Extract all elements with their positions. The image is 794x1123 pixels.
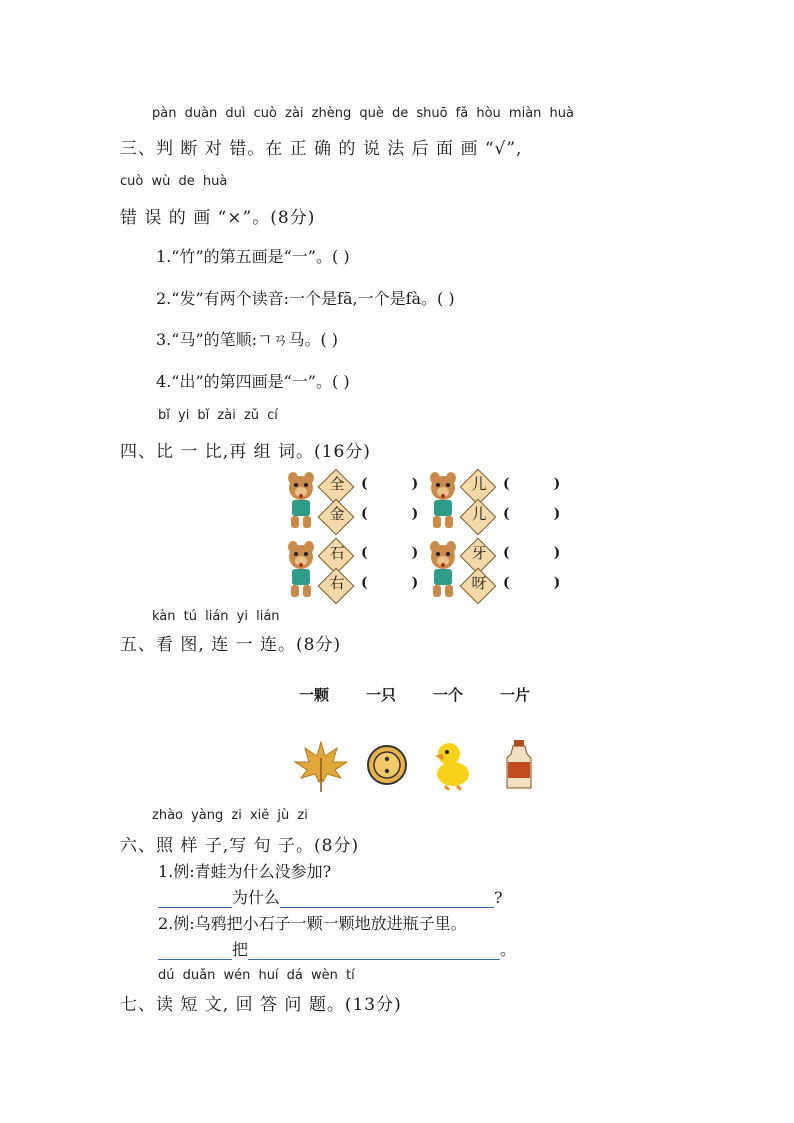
- section4-pinyin: bǐ yi bǐ zài zǔ cí: [158, 408, 278, 423]
- sentence-line-2: [158, 937, 516, 960]
- judge-item-2: 2.“发”有两个读音:一个是fā,一个是fà。( ): [156, 289, 455, 308]
- word-blank-top[interactable]: ( ): [503, 545, 561, 561]
- measure-word-1[interactable]: 一颗: [299, 686, 330, 704]
- section3-pinyin-1: pàn duàn duì cuò zài zhèng què de shuō fǎ hòu miàn huà: [152, 106, 574, 121]
- word-blank-top[interactable]: ( ): [361, 476, 419, 492]
- compare-group-3: [287, 539, 427, 599]
- duckling-icon[interactable]: [431, 738, 471, 790]
- section5-heading: 五、看 图, 连 一 连。(8分): [120, 635, 342, 655]
- word-ba: 把: [232, 940, 249, 959]
- bear-icon: [429, 472, 457, 530]
- section3-heading-2: 错 误 的 画 “×”。(8分): [120, 208, 316, 228]
- word-blank-bottom[interactable]: ( ): [361, 575, 419, 591]
- judge-item-4: 4.“出”的第四画是“一”。( ): [156, 372, 350, 391]
- end-mark-2: 。: [500, 940, 517, 959]
- section6-pinyin: zhào yàng zi xiě jù zi: [152, 808, 308, 823]
- char-top: 石: [329, 544, 345, 562]
- section5-pinyin: kàn tú lián yi lián: [152, 609, 280, 624]
- maple-leaf-icon[interactable]: [293, 738, 349, 792]
- compare-group-1: [287, 470, 427, 530]
- section3-pinyin-2: cuò wù de huà: [120, 174, 228, 189]
- judge-item-1: 1.“竹”的第五画是“一”。( ): [156, 247, 350, 266]
- sentence-line-1: [158, 885, 503, 908]
- word-blank-top[interactable]: ( ): [503, 476, 561, 492]
- word-blank-bottom[interactable]: ( ): [503, 506, 561, 522]
- section7-pinyin: dú duǎn wén huí dá wèn tí: [158, 968, 355, 983]
- char-top: 牙: [471, 544, 487, 562]
- judge-item-3: 3.“马”的笔顺:ㄱㄢ马。( ): [156, 330, 339, 349]
- measure-word-2[interactable]: 一只: [366, 686, 397, 704]
- bear-icon: [429, 541, 457, 599]
- bear-icon: [287, 472, 315, 530]
- blank-2b[interactable]: [248, 941, 500, 960]
- word-weishenme: 为什么: [232, 888, 281, 907]
- word-blank-top[interactable]: ( ): [361, 545, 419, 561]
- blank-1a[interactable]: [158, 889, 232, 908]
- char-top: 全: [329, 475, 345, 493]
- char-bottom: 右: [329, 574, 345, 592]
- button-icon[interactable]: [366, 744, 408, 786]
- char-bottom: 呀: [471, 574, 487, 592]
- section3-heading-1: 三、判 断 对 错。在 正 确 的 说 法 后 面 画 “√”,: [120, 139, 523, 159]
- word-blank-bottom[interactable]: ( ): [503, 575, 561, 591]
- end-mark-1: ?: [494, 888, 503, 907]
- section4-heading: 四、比 一 比,再 组 词。(16分): [120, 442, 371, 462]
- section6-heading: 六、照 样 子,写 句 子。(8分): [120, 836, 360, 856]
- char-bottom: 儿: [471, 505, 487, 523]
- section7-heading: 七、读 短 文, 回 答 问 题。(13分): [120, 995, 402, 1015]
- blank-1b[interactable]: [280, 889, 494, 908]
- bottle-icon[interactable]: [505, 738, 533, 790]
- word-blank-bottom[interactable]: ( ): [361, 506, 419, 522]
- char-bottom: 金: [329, 505, 345, 523]
- compare-group-2: [429, 470, 569, 530]
- bear-icon: [287, 541, 315, 599]
- char-top: 儿: [471, 475, 487, 493]
- blank-2a[interactable]: [158, 941, 232, 960]
- measure-word-4[interactable]: 一片: [500, 686, 531, 704]
- measure-word-3[interactable]: 一个: [433, 686, 464, 704]
- compare-group-4: [429, 539, 569, 599]
- example-1: 1.例:青蛙为什么没参加?: [158, 862, 332, 881]
- example-2: 2.例:乌鸦把小石子一颗一颗地放进瓶子里。: [158, 914, 467, 933]
